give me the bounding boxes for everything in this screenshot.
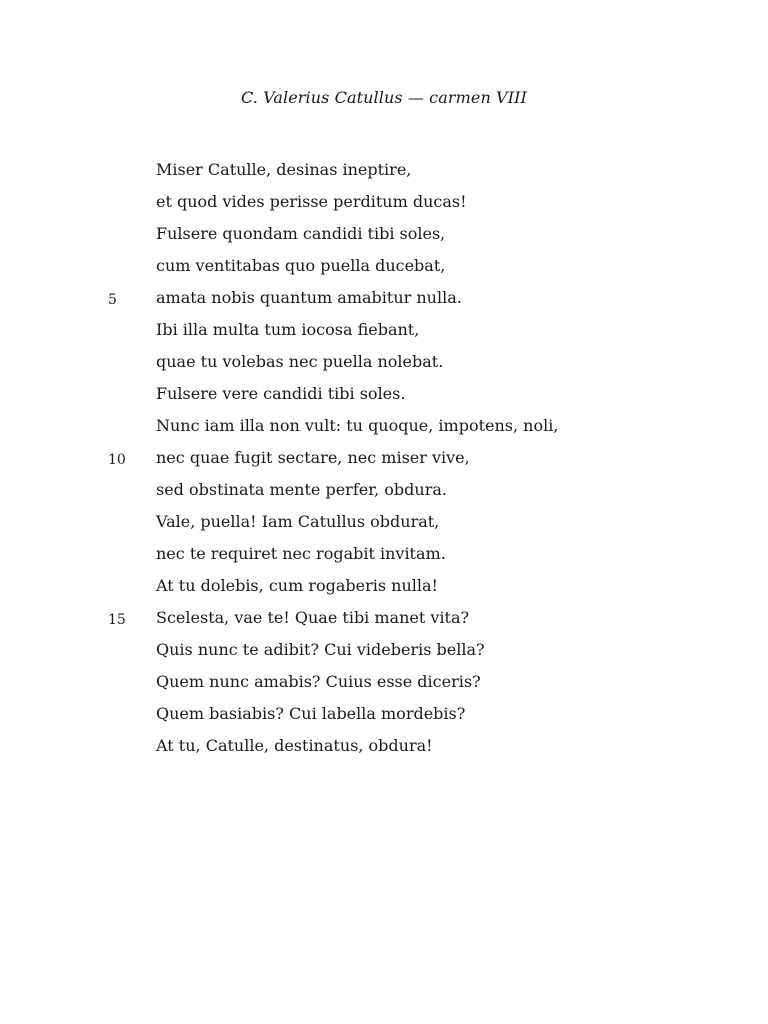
poem-line bbox=[0, 254, 768, 286]
poem-line bbox=[0, 414, 768, 446]
line-text: quae tu volebas nec puella nolebat. bbox=[156, 352, 444, 371]
line-text: nec te requiret nec rogabit invitam. bbox=[156, 544, 446, 563]
poem-line bbox=[0, 574, 768, 606]
line-text: cum ventitabas quo puella ducebat, bbox=[156, 256, 446, 275]
poem-line bbox=[0, 606, 768, 638]
poem-line bbox=[0, 222, 768, 254]
poem-line bbox=[0, 670, 768, 702]
line-text: amata nobis quantum amabitur nulla. bbox=[156, 288, 462, 307]
line-number: 10 bbox=[108, 452, 126, 468]
poem-line bbox=[0, 350, 768, 382]
line-text: sed obstinata mente perfer, obdura. bbox=[156, 480, 447, 499]
line-number: 15 bbox=[108, 612, 126, 628]
line-text: Fulsere vere candidi tibi soles. bbox=[156, 384, 406, 403]
line-text: Miser Catulle, desinas ineptire, bbox=[156, 160, 412, 179]
line-number: 5 bbox=[108, 292, 117, 308]
page-title: C. Valerius Catullus — carmen VIII bbox=[241, 88, 527, 107]
line-text: Quis nunc te adibit? Cui videberis bella? bbox=[156, 640, 485, 659]
poem-body bbox=[0, 158, 768, 766]
line-text: Scelesta, vae te! Quae tibi manet vita? bbox=[156, 608, 470, 627]
poem-line bbox=[0, 286, 768, 318]
line-text: nec quae fugit sectare, nec miser vive, bbox=[156, 448, 470, 467]
line-text: Nunc iam illa non vult: tu quoque, impotens, noli, bbox=[156, 416, 559, 435]
poem-line bbox=[0, 318, 768, 350]
poem-line bbox=[0, 734, 768, 766]
line-text: At tu dolebis, cum rogaberis nulla! bbox=[156, 576, 438, 595]
poem-line bbox=[0, 510, 768, 542]
poem-line bbox=[0, 446, 768, 478]
poem-line bbox=[0, 638, 768, 670]
poem-line bbox=[0, 382, 768, 414]
line-text: At tu, Catulle, destinatus, obdura! bbox=[156, 736, 433, 755]
line-text: Ibi illa multa tum iocosa fiebant, bbox=[156, 320, 420, 339]
line-text: Fulsere quondam candidi tibi soles, bbox=[156, 224, 446, 243]
poem-line bbox=[0, 702, 768, 734]
line-text: Quem basiabis? Cui labella mordebis? bbox=[156, 704, 466, 723]
poem-line bbox=[0, 478, 768, 510]
line-text: et quod vides perisse perditum ducas! bbox=[156, 192, 467, 211]
poem-line bbox=[0, 542, 768, 574]
line-text: Vale, puella! Iam Catullus obdurat, bbox=[156, 512, 440, 531]
poem-line bbox=[0, 190, 768, 222]
poem-line bbox=[0, 158, 768, 190]
line-text: Quem nunc amabis? Cuius esse diceris? bbox=[156, 672, 481, 691]
